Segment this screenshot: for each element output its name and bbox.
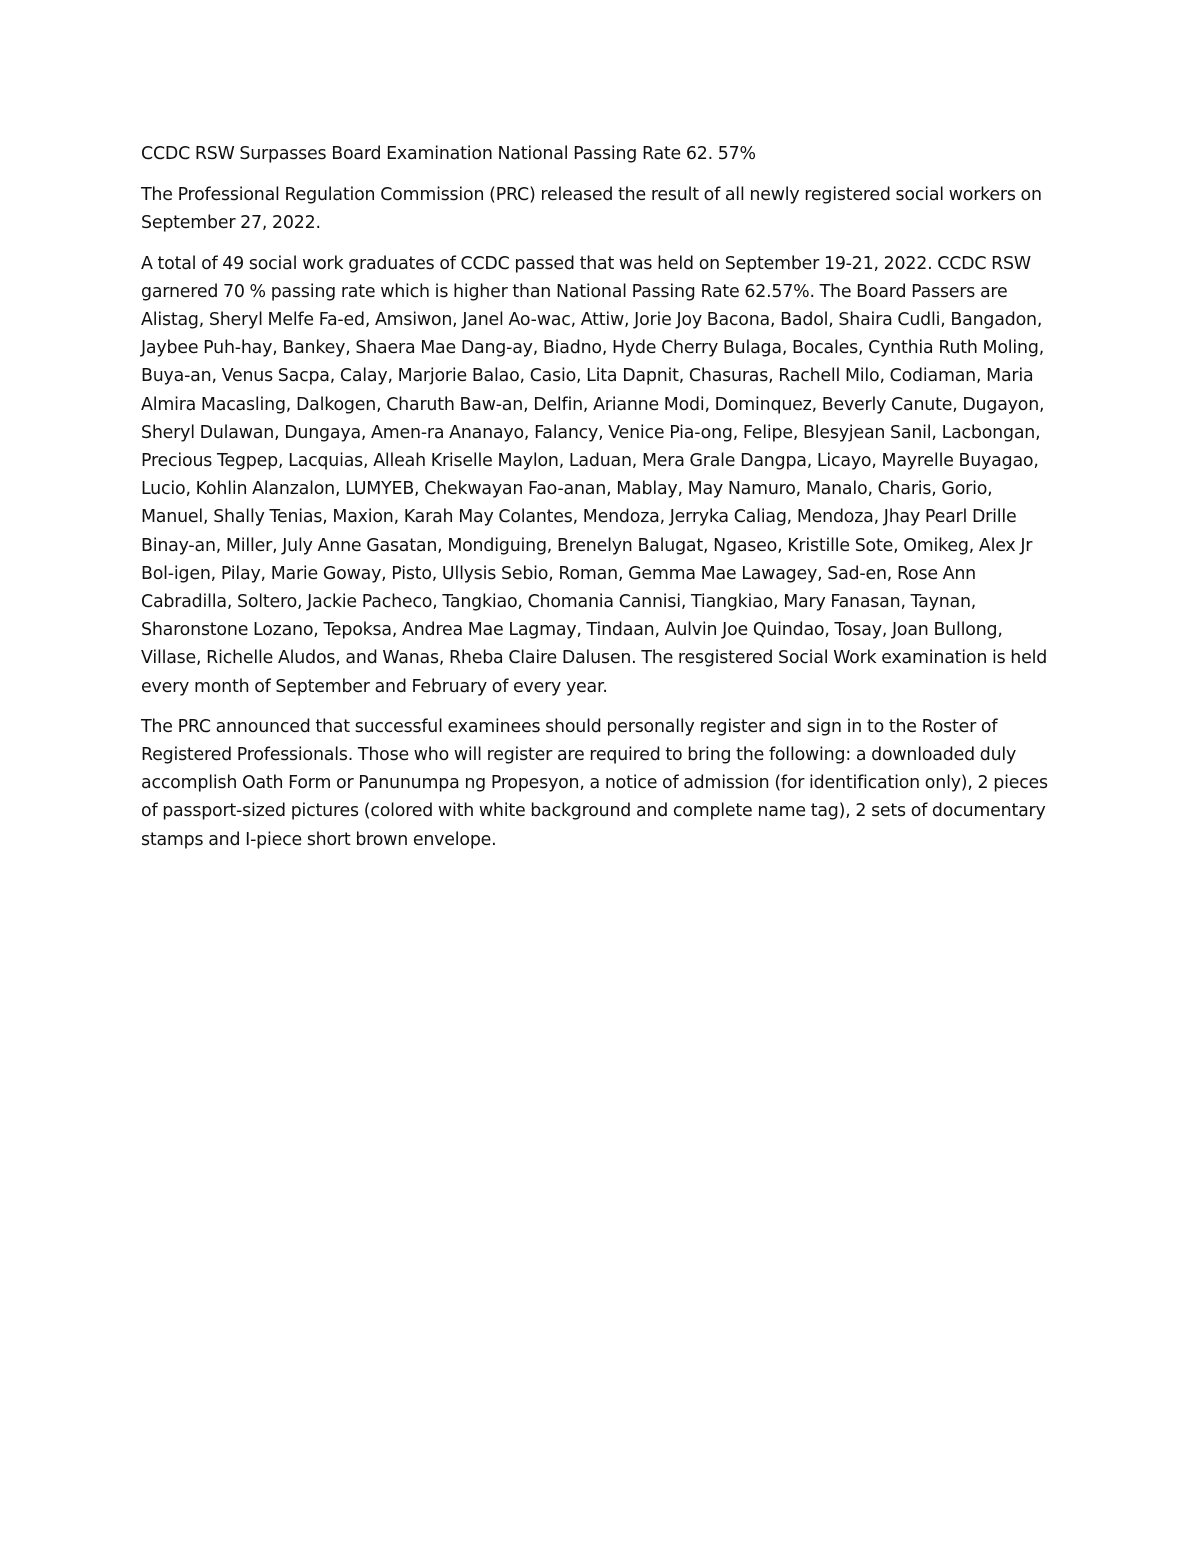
paragraph-board-passers: A total of 49 social work graduates of CCDC passed that was held on September 19-21, 2022. CCDC RSW garnered 70 % passing rate which is higher than National Passing Rate 62.57%. The Board Passers are Alistag, Sheryl Melfe Fa-ed, Amsiwon, Janel Ao-wac, Attiw, Jorie Joy Bacona, Badol, Shaira Cudli, Bangadon, Jaybee Puh-hay, Bankey, Shaera Mae Dang-ay, Biadno, Hyde Cherry Bulaga, Bocales, Cynthia Ruth Moling, Buya-an, Venus Sacpa, Calay, Marjorie Balao, Casio, Lita Dapnit, Chasuras, Rachell Milo, Codiaman, Maria Almira Macasling, Dalkogen, Charuth Baw-an, Delfin, Arianne Modi, Dominquez, Beverly Canute, Dugayon, Sheryl Dulawan, Dungaya, Amen-ra Ananayo, Falancy, Venice Pia-ong, Felipe, Blesyjean Sanil, Lacbongan, Precious Tegpep, Lacquias, Alleah Kriselle Maylon, Laduan, Mera Grale Dangpa, Licayo, Mayrelle Buyagao, Lucio, Kohlin Alanzalon, LUMYEB, Chekwayan Fao-anan, Mablay, May Namuro, Manalo, Charis, Gorio, Manuel, Shally Tenias, Maxion, Karah May Colantes, Mendoza, Jerryka Caliag, Mendoza, Jhay Pearl Drille Binay-an, Miller, July Anne Gasatan, Mondiguing, Brenelyn Balugat, Ngaseo, Kristille Sote, Omikeg, Alex Jr Bol-igen, Pilay, Marie Goway, Pisto, Ullysis Sebio, Roman, Gemma Mae Lawagey, Sad-en, Rose Ann Cabradilla, Soltero, Jackie Pacheco, Tangkiao, Chomania Cannisi, Tiangkiao, Mary Fanasan, Taynan, Sharonstone Lozano, Tepoksa, Andrea Mae Lagmay, Tindaan, Aulvin Joe Quindao, Tosay, Joan Bullong, Villase, Richelle Aludos, and Wanas, Rheba Claire Dalusen. The resgistered Social Work examination is held every month of September and February of every year. (141, 253, 1048, 697)
document-title: CCDC RSW Surpasses Board Examination National Passing Rate 62. 57% (141, 144, 756, 164)
paragraph-registration: The PRC announced that successful examinees should personally register and sign in to the Roster of Registered Professionals. Those who will register are required to bring the following: a downloaded duly accomplish Oath Form or Panunumpa ng Propesyon, a notice of admission (for identification only), 2 pieces of passport-sized pictures (colored with white background and complete name tag), 2 sets of documentary stamps and I-piece short brown envelope. (141, 716, 1048, 850)
document-body (141, 140, 1053, 866)
paragraph-release: The Professional Regulation Commission (PRC) released the result of all newly registered social workers on September 27, 2022. (141, 185, 1042, 234)
